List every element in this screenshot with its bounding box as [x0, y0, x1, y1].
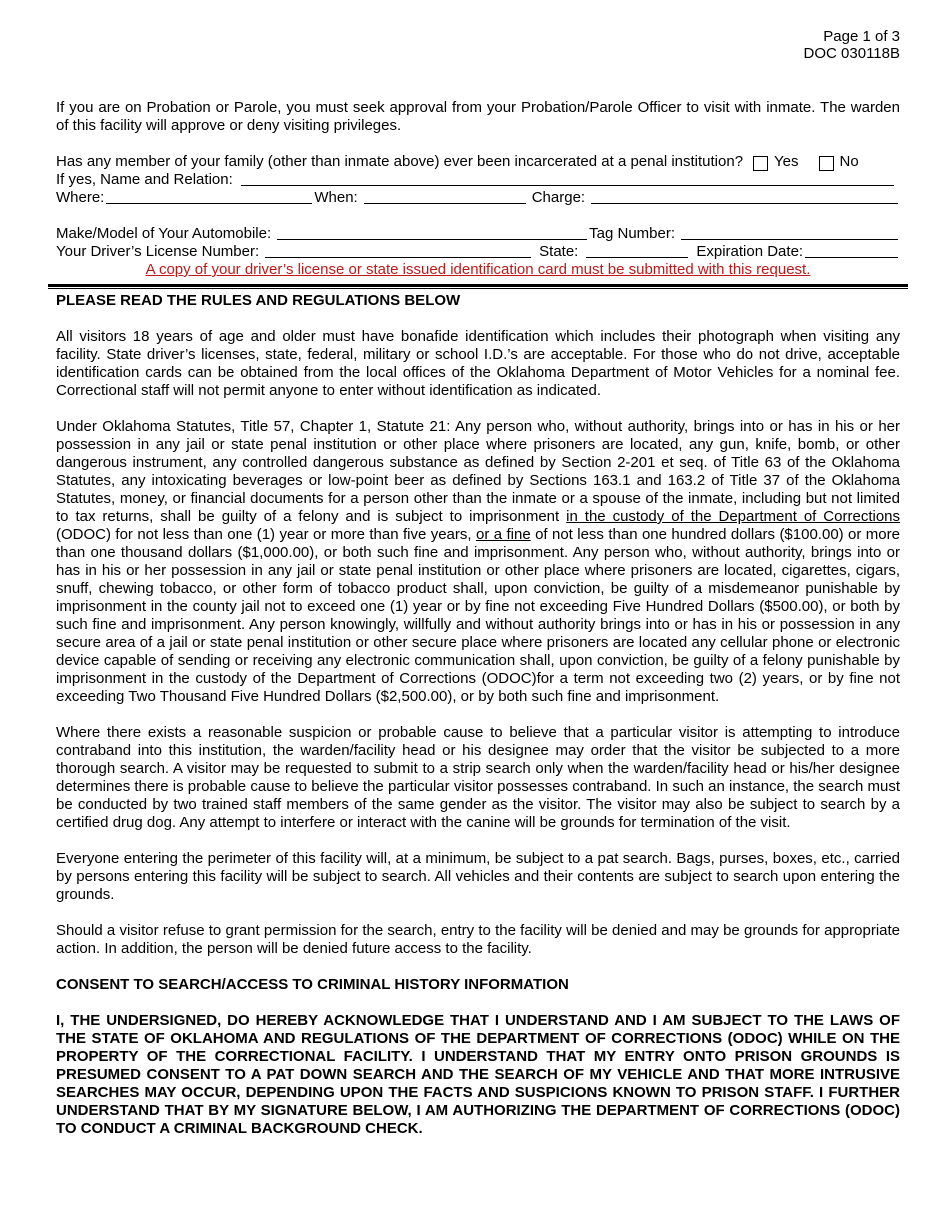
relation-field[interactable]: [241, 172, 894, 186]
when-field[interactable]: [364, 190, 526, 204]
charge-field[interactable]: [591, 190, 898, 204]
relation-label: If yes, Name and Relation:: [56, 171, 233, 188]
consent-heading: CONSENT TO SEARCH/ACCESS TO CRIMINAL HISTORY INFORMATION: [56, 976, 569, 993]
license-label: Your Driver’s License Number:: [56, 243, 260, 260]
family-question: Has any member of your family (other than inmate above) ever been incarcerated at a penal institution?: [56, 153, 744, 170]
auto-label: Make/Model of Your Automobile:: [56, 225, 272, 242]
no-label: No: [839, 153, 859, 170]
document-id: DOC 030118B: [803, 45, 900, 62]
identification-paragraph: All visitors 18 years of age and older must have bonafide identification which includes their photograph when visiting any facility. State driver’s licenses, state, federal, military or school I.D.’s are acceptable. For those who do not drive, acceptable identification cards can be obtained from the local offices of the Oklahoma Department of Motor Vehicles for a nominal fee. Correctional staff will not permit anyone to enter without identification as indicated.: [56, 328, 900, 399]
yes-label: Yes: [774, 153, 799, 170]
statute-paragraph: Under Oklahoma Statutes, Title 57, Chapter 1, Statute 21: Any person who, without authority, brings into or has in his or her possession in any jail or state penal institution or other place where prisoners are located, any gun, knife, bomb, or other dangerous instrument, any controlled dangerous substance as defined by Section 2-201 et seq. of Title 63 of the Oklahoma Statutes, any intoxicating beverages or low-point beer as defined by Sections 163.1 and 163.2 of Title 37 of the Oklahoma Statutes, money, or financial documents for a person other than the inmate or a spouse of the inmate, including but not limited to tax returns, shall be guilty of a felony and is subject to imprisonment in the custody of the Department of Corrections (ODOC) for not less than one (1) year or more than five years, or a fine of not less than one hundred dollars ($100.00) or more than one thousand dollars ($1,000.00), or both such fine and imprisonment. Any person who, without authority, brings into or has in his or her possession in any jail or state penal institution or other place where prisoners are located, cigarettes, cigars, snuff, chewing tobacco, or other form of tobacco product shall, upon conviction, be guilty of a misdemeanor punishable by imprisonment in the county jail not to exceed one (1) year or by fine not exceeding Five Hundred Dollars ($500.00), or both by such fine and imprisonment. Any person knowingly, willfully and without authority brings into or has in his or possession in any secure area of a jail or state penal institution or other secure place where prisoners are located any cellular phone or electronic device capable of sending or receiving any electronic communication shall, upon conviction, be guilty of a felony punishable by imprisonment in the custody of the Department of Corrections (ODOC)for a term not exceeding two (2) years, or by fine not exceeding Two Thousand Five Hundred Dollars ($2,500.00), or by both such fine and imprisonment.: [56, 418, 900, 705]
custody-underline: in the custody of the Department of Corrections: [566, 508, 900, 525]
expiration-label: Expiration Date:: [696, 243, 804, 260]
section-divider: [48, 284, 908, 289]
automobile-row: [56, 225, 900, 243]
auto-field[interactable]: [277, 226, 587, 240]
where-label: Where:: [56, 189, 105, 206]
when-label: When:: [314, 189, 358, 206]
state-label: State:: [539, 243, 579, 260]
family-question-row: [56, 153, 900, 171]
form-body: [56, 99, 900, 1138]
expiration-field[interactable]: [805, 244, 898, 258]
yes-checkbox[interactable]: [753, 156, 768, 171]
copy-notice: A copy of your driver’s license or state issued identification card must be submitted with this request.: [145, 261, 811, 278]
rules-heading: PLEASE READ THE RULES AND REGULATIONS BELOW: [56, 292, 461, 309]
no-checkbox[interactable]: [819, 156, 834, 171]
page-number: Page 1 of 3: [823, 28, 900, 45]
incarceration-details-row: [56, 189, 900, 207]
charge-label: Charge:: [531, 189, 586, 206]
relation-row: [56, 171, 900, 189]
refuse-paragraph: Should a visitor refuse to grant permission for the search, entry to the facility will be denied and may be grounds for appropriate action. In addition, the person will be denied future access to the facility.: [56, 922, 900, 957]
suspicion-paragraph: Where there exists a reasonable suspicion or probable cause to believe that a particular visitor is attempting to introduce contraband into this institution, the warden/facility head or his designee may order that the visitor be subjected to a more thorough search. A visitor may be requested to submit to a strip search only when the warden/facility head or his/her designee determines there is probable cause to believe the particular visitor possesses contraband. In such an instance, the search must be conducted by two trained staff members of the same gender as the visitor. The visitor may also be subject to search by a certified drug dog. Any attempt to interfere or interact with the canine will be grounds for termination of the visit.: [56, 724, 900, 831]
license-field[interactable]: [265, 244, 531, 258]
consent-paragraph: I, THE UNDERSIGNED, DO HEREBY ACKNOWLEDGE THAT I UNDERSTAND AND I AM SUBJECT TO THE LAWS OF THE STATE OF OKLAHOMA AND REGULATIONS OF THE DEPARTMENT OF CORRECTIONS (ODOC) WHILE ON THE PROPERTY OF THE CORRECTIONAL FACILITY. I UNDERSTAND THAT MY ENTRY ONTO PRISON GROUNDS IS PRESUMED CONSENT TO A PAT DOWN SEARCH AND THE SEARCH OF MY VEHICLE AND THAT MORE INTRUSIVE SEARCHES MAY OCCUR, DEPENDING UPON THE FACTS AND SUSPICIONS KNOWN TO PRISON STAFF. I FURTHER UNDERSTAND THAT BY MY SIGNATURE BELOW, I AM AUTHORIZING THE DEPARTMENT OF CORRECTIONS (ODOC) TO CONDUCT A CRIMINAL BACKGROUND CHECK.: [56, 1012, 900, 1137]
intro-paragraph: If you are on Probation or Parole, you must seek approval from your Probation/Parole Officer to visit with inmate. The warden of this facility will approve or deny visiting privileges.: [56, 99, 900, 134]
where-field[interactable]: [106, 190, 312, 204]
state-field[interactable]: [586, 244, 688, 258]
fine-underline: or a fine: [475, 526, 531, 543]
license-row: [56, 243, 900, 261]
perimeter-paragraph: Everyone entering the perimeter of this facility will, at a minimum, be subject to a pat search. Bags, purses, boxes, etc., carried by persons entering this facility will be subject to search. All vehicles and their contents are subject to search upon entering the grounds.: [56, 850, 900, 903]
tag-label: Tag Number:: [589, 225, 676, 242]
page-header: [804, 28, 900, 62]
tag-field[interactable]: [681, 226, 898, 240]
